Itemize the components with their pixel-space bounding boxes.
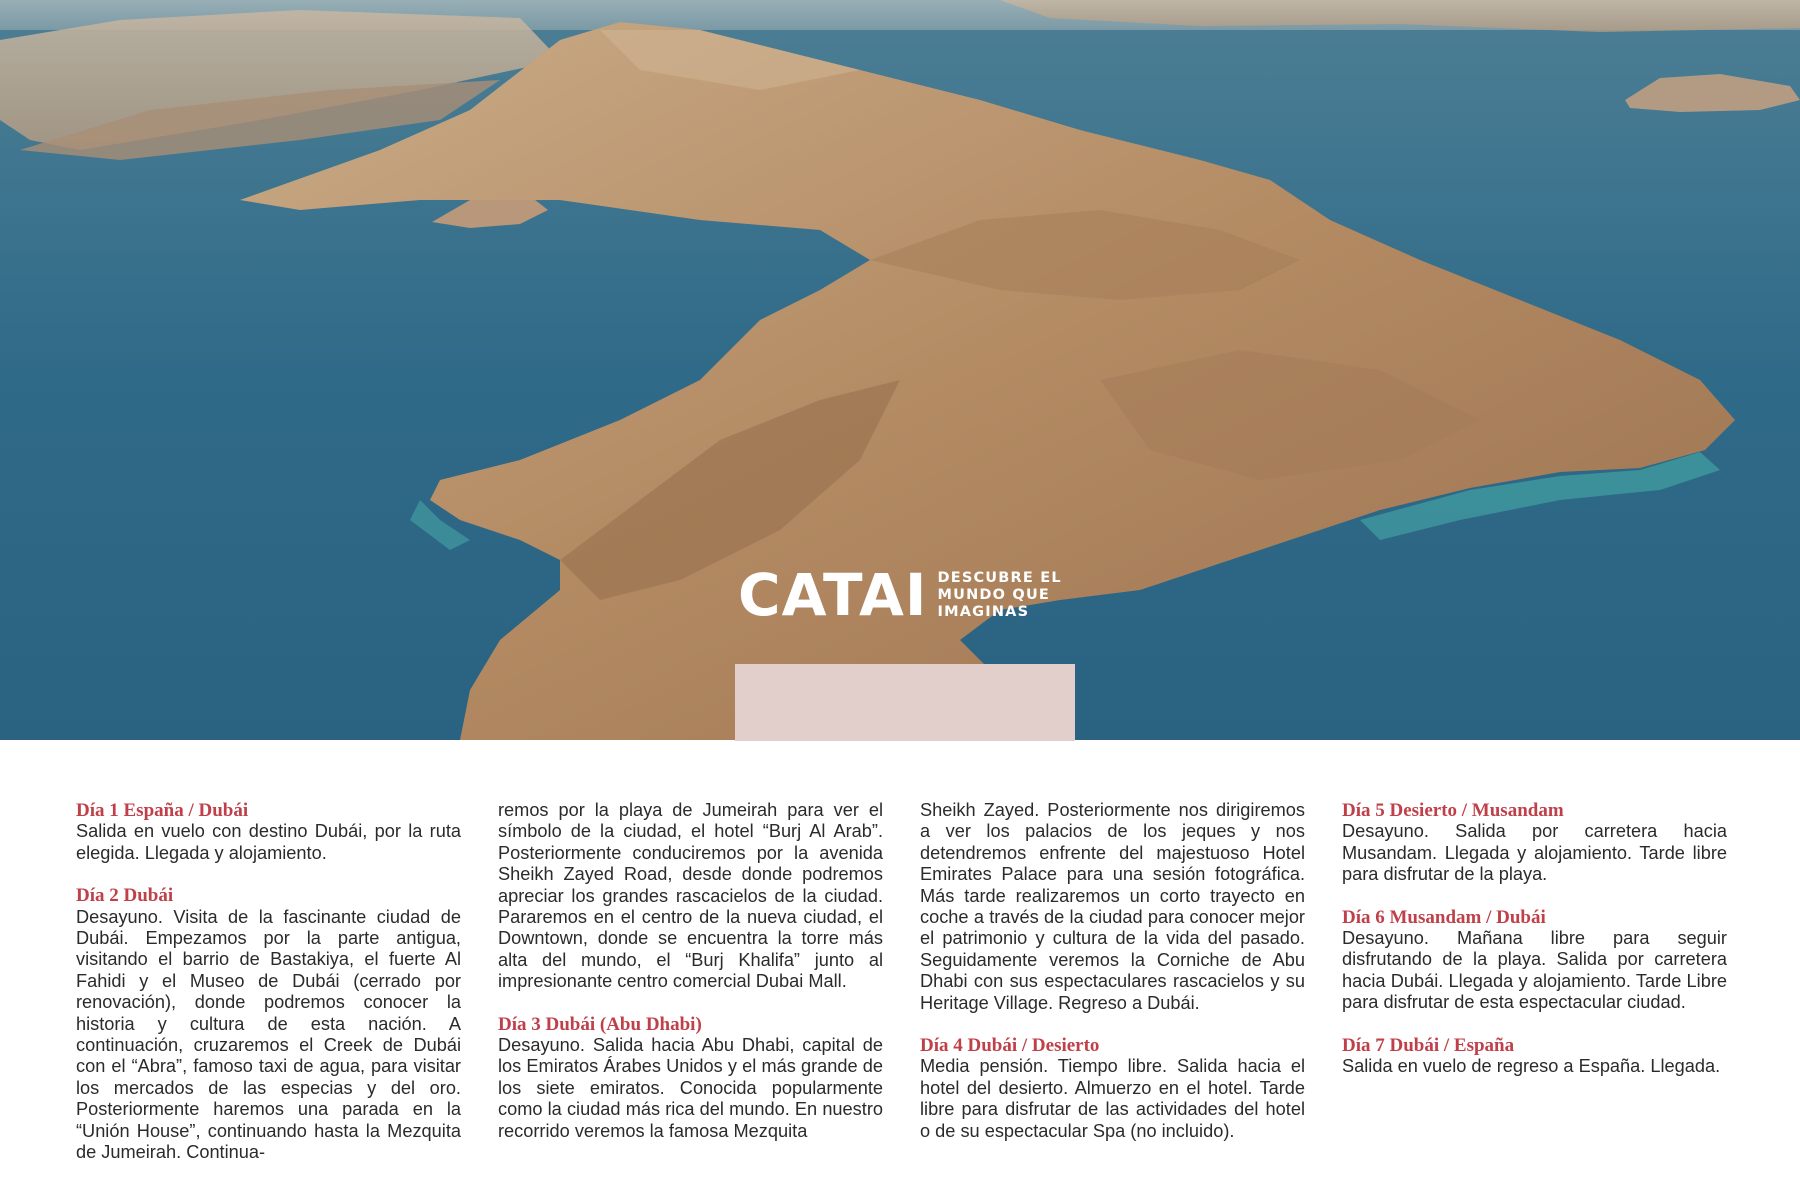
- day-description-continued: Sheikh Zayed. Posteriormente nos dirigiremos a ver los palacios de los jeques y nos detendremos enfrente del majestuoso Hotel Emirates Palace para una sesión fotográfica. Más tarde realizaremos un corto trayecto en coche a través de la ciudad para conocer mejor el patrimonio y cultura de la vida del pasado. Seguidamente veremos la Corniche de Abu Dhabi con sus espectaculares rascacielos y su Heritage Village. Regreso a Dubái.: [920, 800, 1305, 1013]
- day-title: Día 2 Dubái: [76, 885, 174, 907]
- tagline-line: MUNDO QUE: [937, 586, 1051, 603]
- day-description: Salida en vuelo de regreso a España. Llegada.: [1342, 1056, 1721, 1077]
- day-title: Día 3 Dubái (Abu Dhabi): [498, 1013, 702, 1035]
- itinerary-column-2: [498, 800, 883, 1180]
- itinerary: [76, 800, 1726, 1180]
- day-entry: [76, 800, 461, 864]
- day-title: Día 4 Dubái / Desierto: [920, 1035, 1100, 1057]
- tagline-line: IMAGINAS: [937, 603, 1030, 620]
- day-title: Día 7 Dubái / España: [1342, 1034, 1515, 1056]
- day-description: Salida en vuelo con destino Dubái, por la ruta elegida. Llegada y alojamiento.: [76, 821, 461, 863]
- day-entry: [1342, 907, 1727, 1014]
- itinerary-column-4: [1342, 800, 1727, 1180]
- day-entry: [920, 1035, 1305, 1142]
- day-title: Día 1 España / Dubái: [76, 800, 249, 821]
- logo-tagline: [937, 570, 1061, 621]
- logo-wordmark: CATAI: [738, 561, 928, 629]
- day-description-continued: remos por la playa de Jumeirah para ver el símbolo de la ciudad, el hotel “Burj Al Arab”. Posteriormente conduciremos por la avenida Sheikh Zayed Road, desde donde podremos apreciar los grandes rascacielos de la ciudad. Pararemos en el centro de la nueva ciudad, el Downtown, donde se encuentra la torre más alta del mundo, el “Burj Khalifa” junto al impresionante centro comercial Dubai Mall.: [498, 800, 883, 992]
- continued-text: [920, 800, 1305, 1014]
- decorative-tab: [735, 664, 1075, 741]
- day-entry: [1342, 1035, 1727, 1078]
- day-description: Desayuno. Salida hacia Abu Dhabi, capital de los Emiratos Árabes Unidos y el más grande de los siete emiratos. Conocida popularmente como la ciudad más rica del mundo. En nuestro recorrido veremos la famosa Mezquita: [498, 1035, 883, 1141]
- day-description: Desayuno. Mañana libre para seguir disfrutando de la playa. Salida por carretera hacia Dubái. Llegada y alojamiento. Tarde Libre para disfrutar de esta espectacular ciudad.: [1342, 928, 1727, 1013]
- itinerary-column-3: [920, 800, 1305, 1180]
- day-description: Media pensión. Tiempo libre. Salida hacia el hotel del desierto. Almuerzo en el hotel. Tarde libre para disfrutar de las actividades del hotel o de su espectacular Spa (no incluido).: [920, 1056, 1305, 1141]
- day-title: Día 5 Desierto / Musandam: [1342, 800, 1564, 821]
- day-title: Día 6 Musandam / Dubái: [1342, 906, 1546, 928]
- day-entry: [498, 1014, 883, 1142]
- itinerary-column-1: [76, 800, 461, 1180]
- catai-logo: [738, 561, 1062, 629]
- day-entry: [1342, 800, 1727, 886]
- day-description: Desayuno. Visita de la fascinante ciudad de Dubái. Empezamos por la parte antigua, visitando el barrio de Bastakiya, el fuerte Al Fahidi y el Museo de Dubái (cerrado por renovación), donde podremos conocer la historia y cultura de esta nación. A continuación, cruzaremos el Creek de Dubái con el “Abra”, famoso taxi de agua, para visitar los mercados de las especias y del oro. Posteriormente haremos una parada en la “Unión House”, continuando hasta la Mezquita de Jumeirah. Continua-: [76, 906, 461, 1163]
- tagline-line: DESCUBRE EL: [937, 569, 1062, 586]
- day-entry: [76, 885, 461, 1163]
- continued-text: [498, 800, 883, 993]
- day-description: Desayuno. Salida por carretera hacia Musandam. Llegada y alojamiento. Tarde libre para disfrutar de la playa.: [1342, 821, 1727, 885]
